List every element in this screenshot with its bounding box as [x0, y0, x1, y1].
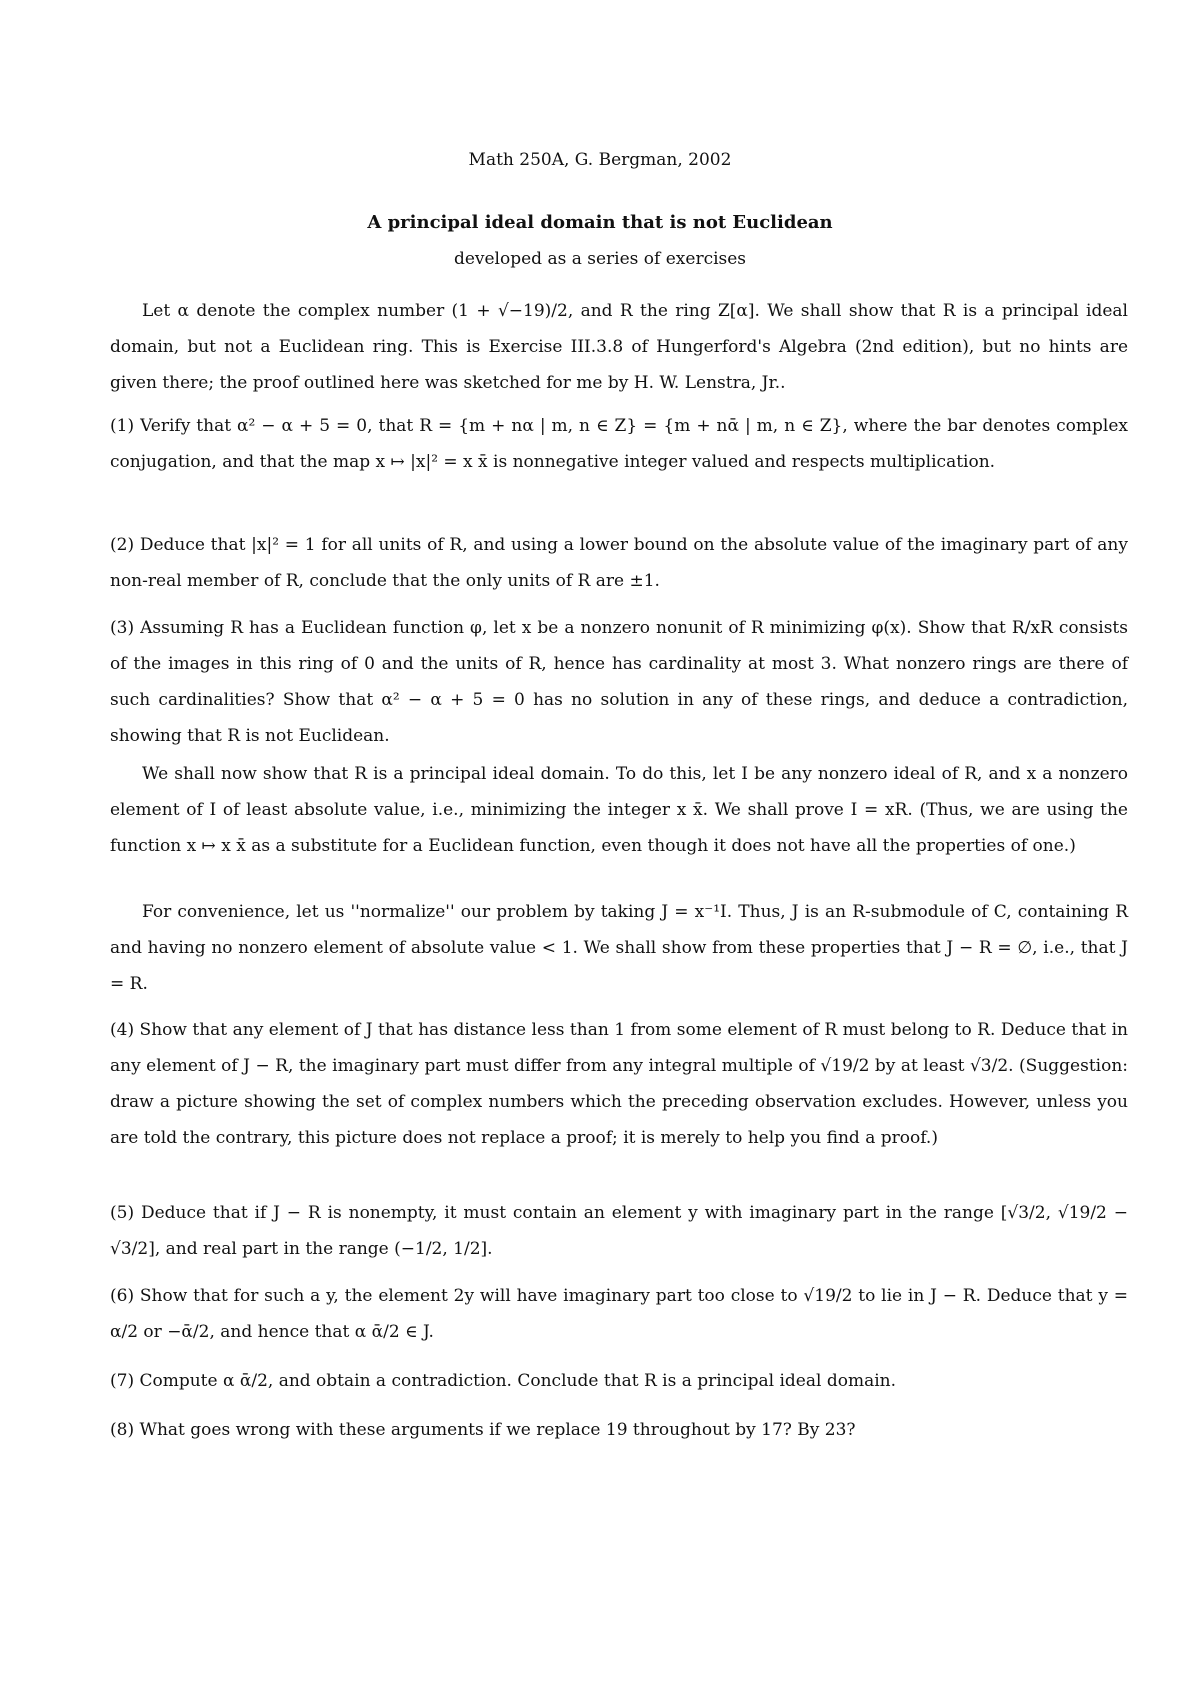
intro-paragraph: Let α denote the complex number (1 + √−19)/2, and R the ring Z[α]. We shall show that R is a principal ideal domain, but not a Euclidean ring. This is Exercise III.3.8 of Hungerford's Algebra (2nd edition), but no hints are given there; the proof outlined here was sketched for me by H. W. Lenstra, Jr..	[110, 301, 1128, 393]
exercise-7: (7) Compute α ᾱ/2, and obtain a contradiction. Conclude that R is a principal ideal domain.	[110, 1371, 897, 1391]
document-title: A principal ideal domain that is not Euclidean	[367, 212, 833, 233]
course-header: Math 250A, G. Bergman, 2002	[468, 150, 732, 170]
exercise-3: (3) Assuming R has a Euclidean function φ, let x be a nonzero nonunit of R minimizing φ(x). Show that R/xR consists of the images in this ring of 0 and the units of R, hence has cardinality at most 3. What nonzero rings are there of such cardinalities? Show that α² − α + 5 = 0 has no solution in any of these rings, and deduce a contradiction, showing that R is not Euclidean.	[110, 618, 1128, 746]
pid-intro-paragraph: We shall now show that R is a principal ideal domain. To do this, let I be any nonzero ideal of R, and x a nonzero element of I of least absolute value, i.e., minimizing the integer x x̄. We shall prove I = xR. (Thus, we are using the function x ↦ x x̄ as a substitute for a Euclidean function, even though it does not have all the properties of one.)	[110, 764, 1128, 856]
exercise-1: (1) Verify that α² − α + 5 = 0, that R = {m + nα | m, n ∈ Z} = {m + nᾱ | m, n ∈ Z}, where the bar denotes complex conjugation, and that the map x ↦ |x|² = x x̄ is nonnegative integer valued and respects multiplication.	[110, 416, 1128, 472]
exercise-4: (4) Show that any element of J that has distance less than 1 from some element of R must belong to R. Deduce that in any element of J − R, the imaginary part must differ from any integral multiple of √19/2 by at least √3/2. (Suggestion: draw a picture showing the set of complex numbers which the preceding observation excludes. However, unless you are told the contrary, this picture does not replace a proof; it is merely to help you find a proof.)	[110, 1020, 1128, 1148]
exercise-6: (6) Show that for such a y, the element 2y will have imaginary part too close to √19/2 to lie in J − R. Deduce that y = α/2 or −ᾱ/2, and hence that α ᾱ/2 ∈ J.	[110, 1286, 1128, 1342]
exercise-2: (2) Deduce that |x|² = 1 for all units of R, and using a lower bound on the absolute value of the imaginary part of any non-real member of R, conclude that the only units of R are ±1.	[110, 535, 1128, 591]
document-subtitle: developed as a series of exercises	[453, 249, 747, 269]
exercise-8: (8) What goes wrong with these arguments if we replace 19 throughout by 17? By 23?	[110, 1420, 856, 1440]
normalize-paragraph: For convenience, let us ''normalize'' our problem by taking J = x⁻¹I. Thus, J is an R-submodule of C, containing R and having no nonzero element of absolute value < 1. We shall show from these properties that J − R = ∅, i.e., that J = R.	[110, 902, 1128, 994]
exercise-5: (5) Deduce that if J − R is nonempty, it must contain an element y with imaginary part in the range [√3/2, √19/2 − √3/2], and real part in the range (−1/2, 1/2].	[110, 1203, 1128, 1259]
